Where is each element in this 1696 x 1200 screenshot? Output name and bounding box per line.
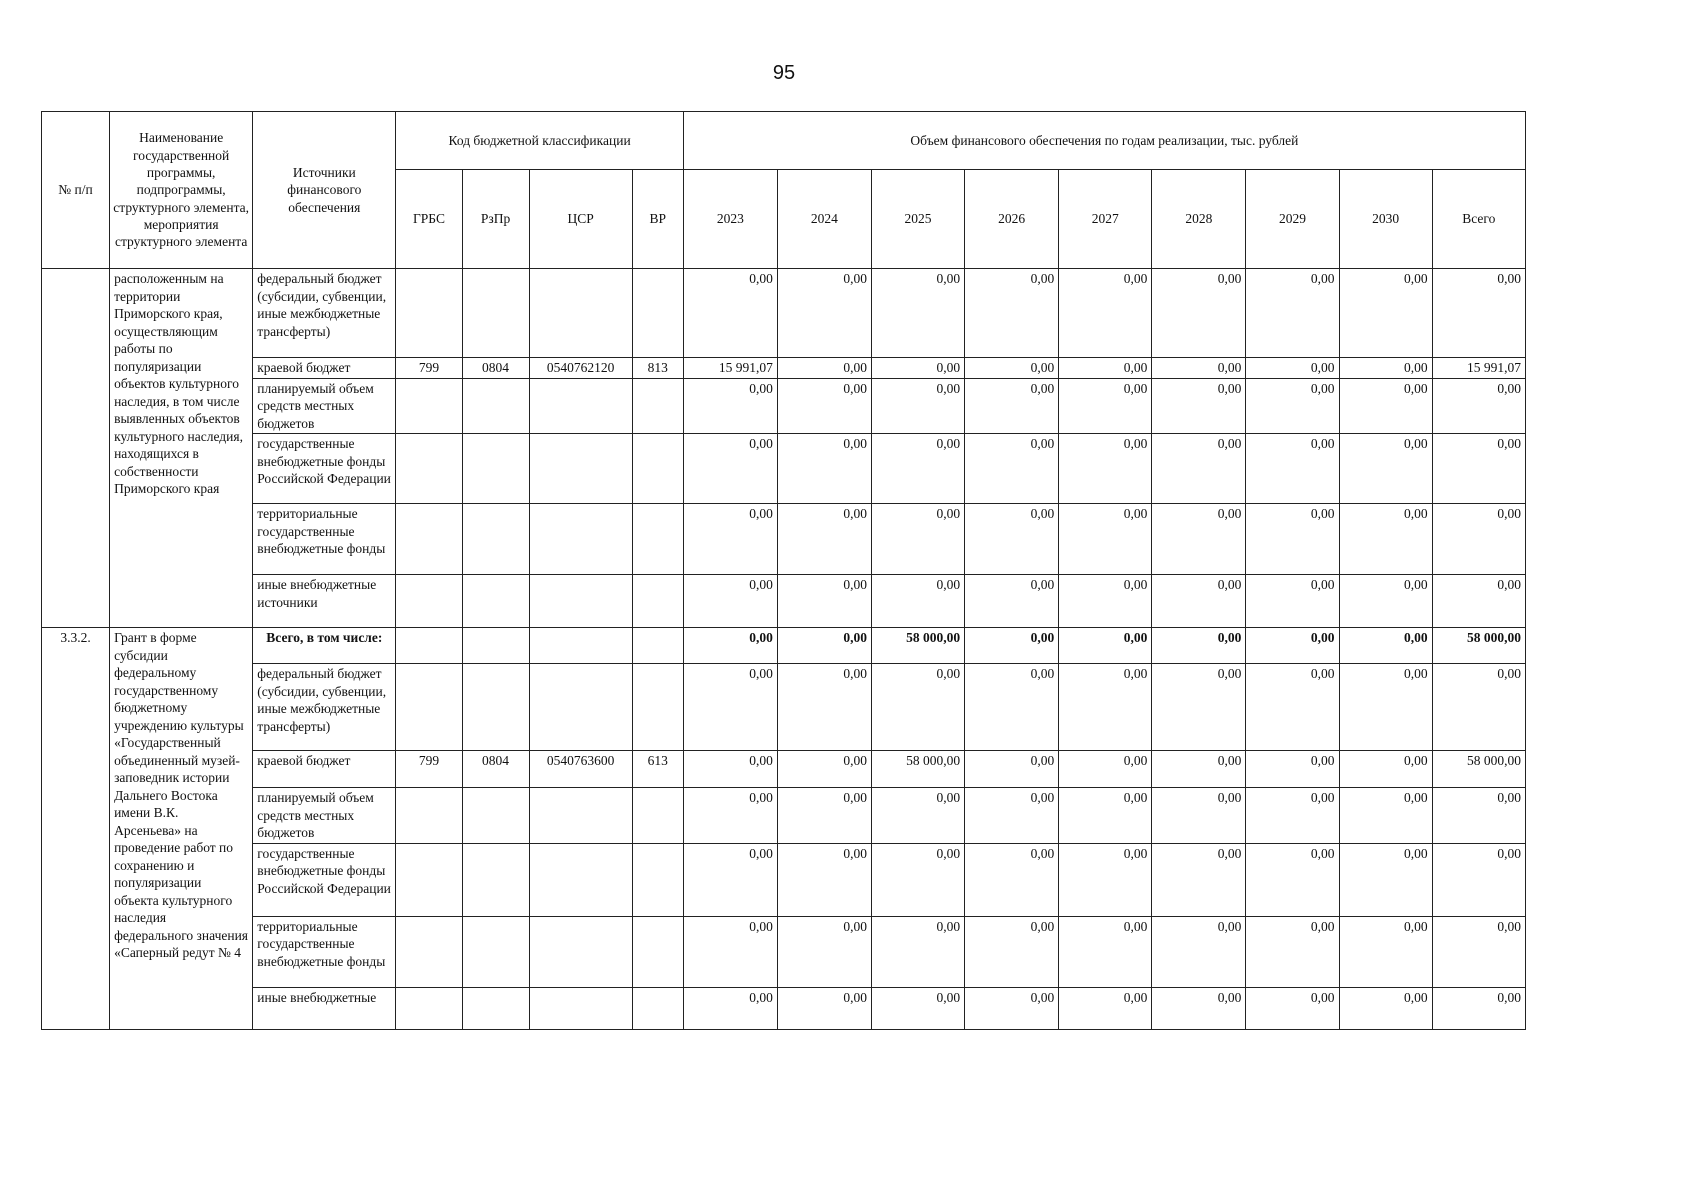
header-source: Источники финансового обеспечения bbox=[253, 112, 396, 269]
value-cell: 0,00 bbox=[1059, 358, 1152, 379]
vr-cell bbox=[632, 788, 683, 844]
table-row bbox=[42, 843, 1526, 916]
header-grbs: ГРБС bbox=[396, 170, 462, 269]
grbs-cell bbox=[396, 628, 462, 664]
value-cell: 0,00 bbox=[777, 664, 871, 751]
source-cell: государственные внебюджетные фонды Российской Федерации bbox=[253, 434, 396, 504]
header-vr: ВР bbox=[632, 170, 683, 269]
value-cell: 0,00 bbox=[1059, 751, 1152, 788]
value-cell: 0,00 bbox=[965, 358, 1059, 379]
value-cell: 0,00 bbox=[1339, 378, 1432, 434]
table-row bbox=[42, 788, 1526, 844]
value-cell: 0,00 bbox=[1246, 434, 1339, 504]
item-name: Грант в форме субсидии федеральному государственному бюджетному учреждению культуры «Государственный объединенный музей-заповедник истории Дальнего Востока имени В.К. Арсеньева» на проведение работ по сохранению и популяризации объекта культурного наследия федерального значения «Саперный редут № 4 bbox=[110, 628, 253, 1030]
grbs-cell bbox=[396, 269, 462, 358]
value-cell: 0,00 bbox=[965, 788, 1059, 844]
grbs-cell bbox=[396, 987, 462, 1029]
rzpr-cell bbox=[462, 664, 529, 751]
value-cell: 0,00 bbox=[1246, 788, 1339, 844]
source-cell: Всего, в том числе: bbox=[253, 628, 396, 664]
table-row bbox=[42, 504, 1526, 575]
grbs-cell bbox=[396, 664, 462, 751]
value-cell: 0,00 bbox=[965, 664, 1059, 751]
header-kbk-group: Код бюджетной классификации bbox=[396, 112, 683, 170]
total-cell: 0,00 bbox=[1432, 788, 1525, 844]
value-cell: 0,00 bbox=[683, 504, 777, 575]
source-cell: государственные внебюджетные фонды Российской Федерации bbox=[253, 843, 396, 916]
value-cell: 0,00 bbox=[1059, 628, 1152, 664]
value-cell: 0,00 bbox=[1059, 575, 1152, 628]
header-year-2029: 2029 bbox=[1246, 170, 1339, 269]
value-cell: 0,00 bbox=[965, 504, 1059, 575]
value-cell: 0,00 bbox=[965, 575, 1059, 628]
header-csr: ЦСР bbox=[529, 170, 632, 269]
table-row bbox=[42, 987, 1526, 1029]
value-cell: 0,00 bbox=[871, 434, 964, 504]
value-cell: 0,00 bbox=[1059, 916, 1152, 987]
grbs-cell bbox=[396, 504, 462, 575]
value-cell: 0,00 bbox=[1339, 575, 1432, 628]
vr-cell bbox=[632, 504, 683, 575]
grbs-cell: 799 bbox=[396, 751, 462, 788]
value-cell: 0,00 bbox=[777, 269, 871, 358]
value-cell: 58 000,00 bbox=[871, 628, 964, 664]
csr-cell bbox=[529, 269, 632, 358]
value-cell: 0,00 bbox=[1246, 751, 1339, 788]
value-cell: 0,00 bbox=[1152, 269, 1246, 358]
rzpr-cell bbox=[462, 628, 529, 664]
value-cell: 0,00 bbox=[1152, 358, 1246, 379]
value-cell: 0,00 bbox=[683, 269, 777, 358]
csr-cell bbox=[529, 504, 632, 575]
csr-cell bbox=[529, 378, 632, 434]
csr-cell bbox=[529, 916, 632, 987]
value-cell: 0,00 bbox=[871, 504, 964, 575]
vr-cell bbox=[632, 916, 683, 987]
rzpr-cell: 0804 bbox=[462, 358, 529, 379]
total-cell: 0,00 bbox=[1432, 575, 1525, 628]
value-cell: 0,00 bbox=[1059, 378, 1152, 434]
value-cell: 0,00 bbox=[683, 916, 777, 987]
value-cell: 0,00 bbox=[683, 987, 777, 1029]
total-cell: 15 991,07 bbox=[1432, 358, 1525, 379]
value-cell: 0,00 bbox=[1152, 434, 1246, 504]
source-cell: краевой бюджет bbox=[253, 358, 396, 379]
value-cell: 0,00 bbox=[683, 628, 777, 664]
value-cell: 0,00 bbox=[871, 916, 964, 987]
value-cell: 0,00 bbox=[871, 843, 964, 916]
value-cell: 0,00 bbox=[1246, 628, 1339, 664]
rzpr-cell bbox=[462, 269, 529, 358]
value-cell: 0,00 bbox=[777, 358, 871, 379]
value-cell: 0,00 bbox=[965, 843, 1059, 916]
value-cell: 0,00 bbox=[777, 987, 871, 1029]
rzpr-cell bbox=[462, 378, 529, 434]
value-cell: 0,00 bbox=[1059, 664, 1152, 751]
table-row bbox=[42, 358, 1526, 379]
vr-cell bbox=[632, 843, 683, 916]
value-cell: 0,00 bbox=[777, 434, 871, 504]
value-cell: 0,00 bbox=[1339, 843, 1432, 916]
csr-cell bbox=[529, 987, 632, 1029]
header-year-2030: 2030 bbox=[1339, 170, 1432, 269]
value-cell: 0,00 bbox=[871, 575, 964, 628]
value-cell: 0,00 bbox=[1339, 504, 1432, 575]
header-total: Всего bbox=[1432, 170, 1525, 269]
header-year-2024: 2024 bbox=[777, 170, 871, 269]
vr-cell bbox=[632, 378, 683, 434]
value-cell: 0,00 bbox=[777, 378, 871, 434]
csr-cell bbox=[529, 628, 632, 664]
value-cell: 0,00 bbox=[1152, 378, 1246, 434]
value-cell: 0,00 bbox=[683, 664, 777, 751]
header-volume-group: Объем финансового обеспечения по годам реализации, тыс. рублей bbox=[683, 112, 1525, 170]
grbs-cell bbox=[396, 378, 462, 434]
value-cell: 0,00 bbox=[683, 575, 777, 628]
value-cell: 0,00 bbox=[965, 378, 1059, 434]
value-cell: 0,00 bbox=[965, 751, 1059, 788]
vr-cell bbox=[632, 664, 683, 751]
source-cell: планируемый объем средств местных бюджетов bbox=[253, 788, 396, 844]
csr-cell: 0540763600 bbox=[529, 751, 632, 788]
value-cell: 0,00 bbox=[1059, 987, 1152, 1029]
rzpr-cell bbox=[462, 434, 529, 504]
csr-cell: 0540762120 bbox=[529, 358, 632, 379]
value-cell: 0,00 bbox=[1059, 269, 1152, 358]
total-cell: 0,00 bbox=[1432, 987, 1525, 1029]
item-name: расположенным на территории Приморского края, осуществляющим работы по популяризации объектов культурного наследия, в том числе выявленных объектов культурного наследия, находящихся в собственности Приморского края bbox=[110, 269, 253, 628]
value-cell: 0,00 bbox=[871, 269, 964, 358]
value-cell: 0,00 bbox=[1339, 751, 1432, 788]
source-cell: федеральный бюджет (субсидии, субвенции, иные межбюджетные трансферты) bbox=[253, 269, 396, 358]
value-cell: 0,00 bbox=[1246, 378, 1339, 434]
value-cell: 0,00 bbox=[1152, 504, 1246, 575]
value-cell: 0,00 bbox=[1246, 916, 1339, 987]
grbs-cell bbox=[396, 434, 462, 504]
total-cell: 0,00 bbox=[1432, 269, 1525, 358]
header-rzpr: РзПр bbox=[462, 170, 529, 269]
value-cell: 0,00 bbox=[683, 434, 777, 504]
value-cell: 0,00 bbox=[1246, 358, 1339, 379]
value-cell: 0,00 bbox=[683, 788, 777, 844]
value-cell: 0,00 bbox=[871, 987, 964, 1029]
value-cell: 0,00 bbox=[871, 378, 964, 434]
value-cell: 0,00 bbox=[683, 751, 777, 788]
value-cell: 0,00 bbox=[1059, 504, 1152, 575]
value-cell: 0,00 bbox=[683, 378, 777, 434]
value-cell: 0,00 bbox=[1059, 434, 1152, 504]
value-cell: 0,00 bbox=[777, 751, 871, 788]
table-row bbox=[42, 269, 1526, 358]
value-cell: 0,00 bbox=[777, 504, 871, 575]
total-cell: 0,00 bbox=[1432, 664, 1525, 751]
rzpr-cell bbox=[462, 788, 529, 844]
value-cell: 0,00 bbox=[965, 987, 1059, 1029]
page-number: 95 bbox=[772, 62, 796, 84]
vr-cell bbox=[632, 434, 683, 504]
value-cell: 0,00 bbox=[1246, 987, 1339, 1029]
csr-cell bbox=[529, 575, 632, 628]
total-cell: 0,00 bbox=[1432, 504, 1525, 575]
table-row bbox=[42, 916, 1526, 987]
value-cell: 15 991,07 bbox=[683, 358, 777, 379]
total-cell: 0,00 bbox=[1432, 843, 1525, 916]
table-row bbox=[42, 628, 1526, 664]
grbs-cell: 799 bbox=[396, 358, 462, 379]
csr-cell bbox=[529, 788, 632, 844]
value-cell: 0,00 bbox=[1246, 575, 1339, 628]
value-cell: 0,00 bbox=[777, 843, 871, 916]
grbs-cell bbox=[396, 788, 462, 844]
value-cell: 0,00 bbox=[1152, 628, 1246, 664]
value-cell: 0,00 bbox=[965, 628, 1059, 664]
rzpr-cell bbox=[462, 987, 529, 1029]
rzpr-cell bbox=[462, 575, 529, 628]
value-cell: 0,00 bbox=[1059, 788, 1152, 844]
value-cell: 0,00 bbox=[1339, 916, 1432, 987]
value-cell: 0,00 bbox=[871, 788, 964, 844]
value-cell: 0,00 bbox=[1152, 987, 1246, 1029]
table-row bbox=[42, 434, 1526, 504]
vr-cell bbox=[632, 628, 683, 664]
total-cell: 58 000,00 bbox=[1432, 628, 1525, 664]
value-cell: 0,00 bbox=[1152, 788, 1246, 844]
value-cell: 0,00 bbox=[1152, 751, 1246, 788]
csr-cell bbox=[529, 434, 632, 504]
value-cell: 0,00 bbox=[1339, 987, 1432, 1029]
rzpr-cell bbox=[462, 504, 529, 575]
grbs-cell bbox=[396, 843, 462, 916]
value-cell: 0,00 bbox=[871, 664, 964, 751]
value-cell: 0,00 bbox=[871, 358, 964, 379]
source-cell: федеральный бюджет (субсидии, субвенции, иные межбюджетные трансферты) bbox=[253, 664, 396, 751]
source-cell: планируемый объем средств местных бюджетов bbox=[253, 378, 396, 434]
value-cell: 0,00 bbox=[1339, 628, 1432, 664]
vr-cell bbox=[632, 575, 683, 628]
value-cell: 0,00 bbox=[1339, 358, 1432, 379]
value-cell: 0,00 bbox=[1339, 269, 1432, 358]
value-cell: 0,00 bbox=[1246, 504, 1339, 575]
source-cell: территориальные государственные внебюджетные фонды bbox=[253, 916, 396, 987]
value-cell: 0,00 bbox=[1152, 575, 1246, 628]
value-cell: 0,00 bbox=[1339, 434, 1432, 504]
value-cell: 0,00 bbox=[1152, 916, 1246, 987]
source-cell: территориальные государственные внебюджетные фонды bbox=[253, 504, 396, 575]
csr-cell bbox=[529, 843, 632, 916]
value-cell: 0,00 bbox=[1152, 843, 1246, 916]
table-row bbox=[42, 575, 1526, 628]
row-number: 3.3.2. bbox=[42, 628, 110, 1030]
header-year-2025: 2025 bbox=[871, 170, 964, 269]
header-year-2027: 2027 bbox=[1059, 170, 1152, 269]
header-no: № п/п bbox=[42, 112, 110, 269]
header-year-2026: 2026 bbox=[965, 170, 1059, 269]
table-body bbox=[42, 269, 1526, 1030]
value-cell: 0,00 bbox=[1059, 843, 1152, 916]
vr-cell bbox=[632, 987, 683, 1029]
value-cell: 0,00 bbox=[1246, 664, 1339, 751]
grbs-cell bbox=[396, 916, 462, 987]
table-row bbox=[42, 378, 1526, 434]
total-cell: 0,00 bbox=[1432, 378, 1525, 434]
row-number bbox=[42, 269, 110, 628]
csr-cell bbox=[529, 664, 632, 751]
vr-cell: 613 bbox=[632, 751, 683, 788]
vr-cell: 813 bbox=[632, 358, 683, 379]
value-cell: 58 000,00 bbox=[871, 751, 964, 788]
value-cell: 0,00 bbox=[965, 916, 1059, 987]
rzpr-cell bbox=[462, 916, 529, 987]
vr-cell bbox=[632, 269, 683, 358]
value-cell: 0,00 bbox=[965, 269, 1059, 358]
value-cell: 0,00 bbox=[1246, 269, 1339, 358]
value-cell: 0,00 bbox=[1339, 664, 1432, 751]
value-cell: 0,00 bbox=[777, 575, 871, 628]
value-cell: 0,00 bbox=[1152, 664, 1246, 751]
total-cell: 0,00 bbox=[1432, 434, 1525, 504]
value-cell: 0,00 bbox=[777, 916, 871, 987]
grbs-cell bbox=[396, 575, 462, 628]
value-cell: 0,00 bbox=[1246, 843, 1339, 916]
rzpr-cell bbox=[462, 843, 529, 916]
source-cell: иные внебюджетные bbox=[253, 987, 396, 1029]
table-row bbox=[42, 664, 1526, 751]
value-cell: 0,00 bbox=[777, 628, 871, 664]
header-year-2028: 2028 bbox=[1152, 170, 1246, 269]
source-cell: краевой бюджет bbox=[253, 751, 396, 788]
total-cell: 0,00 bbox=[1432, 916, 1525, 987]
table-row bbox=[42, 751, 1526, 788]
header-name: Наименование государственной программы, подпрограммы, структурного элемента, мероприятия структурного элемента bbox=[110, 112, 253, 269]
value-cell: 0,00 bbox=[777, 788, 871, 844]
rzpr-cell: 0804 bbox=[462, 751, 529, 788]
table-header bbox=[42, 112, 1526, 269]
header-year-2023: 2023 bbox=[683, 170, 777, 269]
budget-table bbox=[41, 111, 1526, 1030]
total-cell: 58 000,00 bbox=[1432, 751, 1525, 788]
value-cell: 0,00 bbox=[965, 434, 1059, 504]
source-cell: иные внебюджетные источники bbox=[253, 575, 396, 628]
value-cell: 0,00 bbox=[683, 843, 777, 916]
value-cell: 0,00 bbox=[1339, 788, 1432, 844]
